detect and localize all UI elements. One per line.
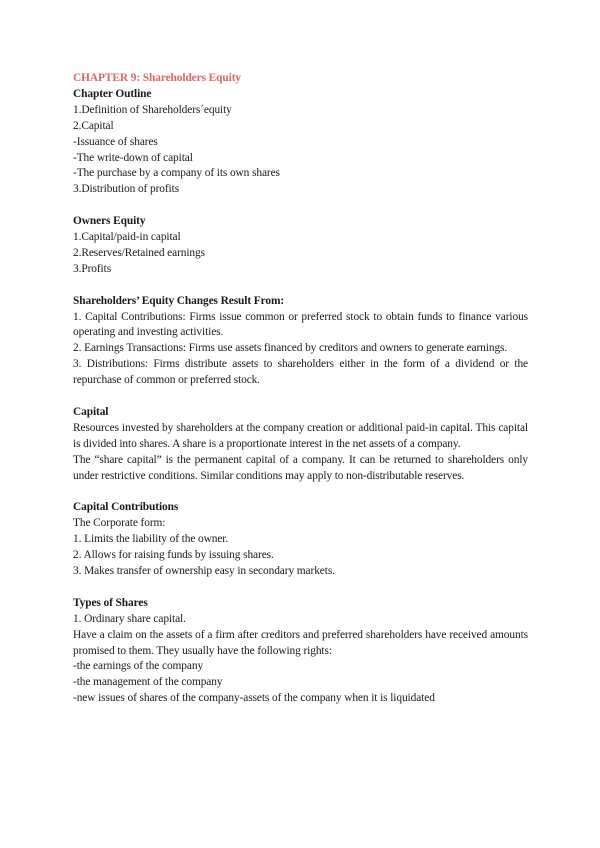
outline-item: 3.Distribution of profits [73, 183, 180, 196]
outline-item: -The write-down of capital [73, 151, 193, 164]
spacer [73, 278, 528, 294]
contributions-item: The Corporate form: [73, 517, 166, 530]
owners-equity-item: 3.Profits [73, 262, 112, 275]
changes-paragraph: 1. Capital Contributions: Firms issue common or preferred stock to obtain funds to finance various operating and investing activities. [73, 310, 528, 339]
shares-intro: 1. Ordinary share capital. [73, 612, 186, 625]
shares-right: -the earnings of the company [73, 660, 204, 673]
spacer [73, 198, 528, 214]
outline-item: -Issuance of shares [73, 135, 158, 148]
capital-heading: Capital [73, 405, 109, 418]
changes-paragraph: 3. Distributions: Firms distribute assets to shareholders either in the form of a dividend or the repurchase of common or preferred stock. [73, 358, 528, 387]
outline-heading: Chapter Outline [73, 87, 152, 100]
changes-paragraph: 2. Earnings Transactions: Firms use assets financed by creditors and owners to generate earnings. [73, 342, 508, 355]
owners-equity-item: 1.Capital/paid-in capital [73, 231, 181, 244]
spacer [73, 389, 528, 405]
contributions-item: 3. Makes transfer of ownership easy in secondary markets. [73, 565, 335, 578]
contributions-item: 1. Limits the liability of the owner. [73, 533, 229, 546]
chapter-title: CHAPTER 9: Shareholders Equity [73, 72, 241, 84]
contributions-item: 2. Allows for raising funds by issuing shares. [73, 549, 274, 562]
spacer [73, 485, 528, 501]
outline-item: -The purchase by a company of its own shares [73, 167, 280, 180]
outline-item: 1.Definition of Shareholders´equity [73, 103, 232, 116]
document-page [73, 71, 528, 707]
outline-item: 2.Capital [73, 119, 114, 132]
owners-equity-heading: Owners Equity [73, 215, 146, 228]
changes-heading: Shareholders’ Equity Changes Result From: [73, 294, 285, 307]
capital-paragraph: Resources invested by shareholders at the company creation or additional paid-in capital. This capital is divided into shares. A share is a proportionate interest in the net assets of a company. [73, 421, 528, 450]
shares-right: -the management of the company [73, 676, 223, 689]
capital-paragraph: The “share capital” is the permanent capital of a company. It can be returned to shareholders only under restrictive conditions. Similar conditions may apply to non-distributable reserves. [73, 453, 528, 482]
shares-heading: Types of Shares [73, 596, 148, 609]
shares-right: -new issues of shares of the company-assets of the company when it is liquidated [73, 692, 435, 705]
contributions-heading: Capital Contributions [73, 501, 179, 514]
shares-paragraph: Have a claim on the assets of a firm after creditors and preferred shareholders have received amounts promised to them. They usually have the following rights: [73, 628, 528, 657]
spacer [73, 580, 528, 596]
owners-equity-item: 2.Reserves/Retained earnings [73, 246, 205, 259]
